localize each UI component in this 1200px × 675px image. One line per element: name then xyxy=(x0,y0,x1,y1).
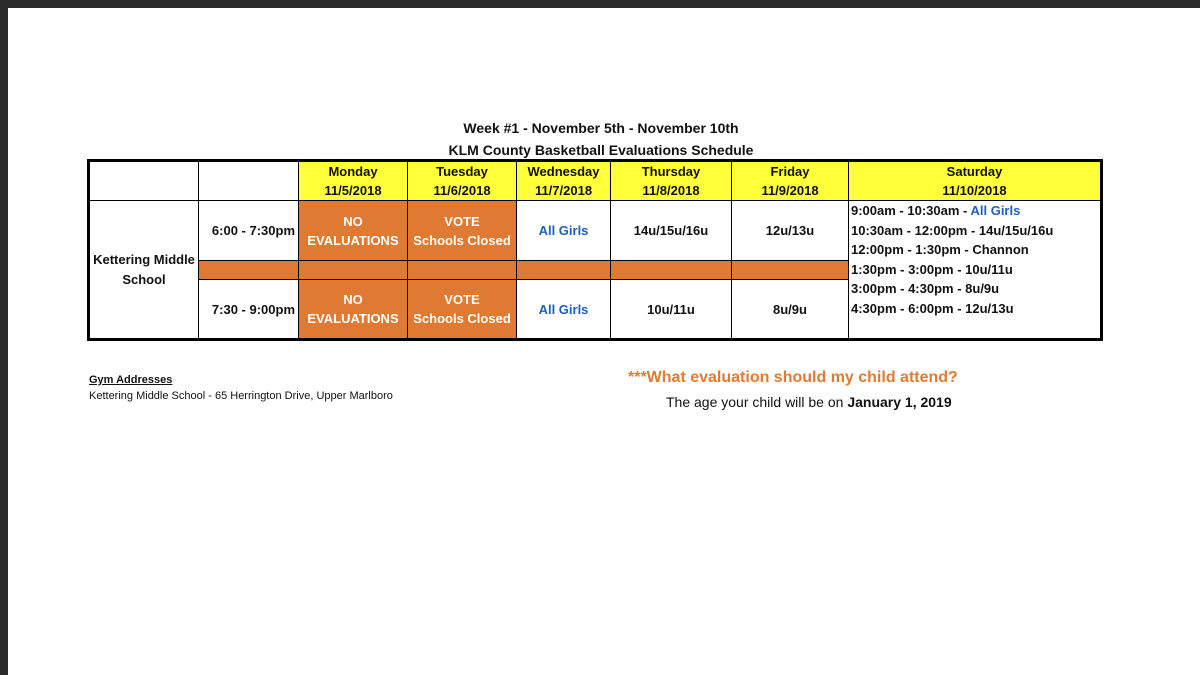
page-subtitle: KLM County Basketball Evaluations Schedule xyxy=(448,142,754,158)
day-name: Wednesday xyxy=(527,164,600,179)
saturday-line: 10:30am - 12:00pm - 14u/15u/16u xyxy=(851,222,1054,238)
cell-line: NO xyxy=(343,292,363,307)
location-cell xyxy=(89,201,199,340)
empty-header-cell xyxy=(89,161,199,201)
answer-date: January 1, 2019 xyxy=(847,394,952,410)
time-cell: 7:30 - 9:00pm xyxy=(199,280,299,340)
thursday-slot-1: 14u/15u/16u xyxy=(611,201,732,261)
cell-line: Schools Closed xyxy=(413,311,511,326)
saturday-line: 1:30pm - 3:00pm - 10u/11u xyxy=(851,261,1013,277)
cell-line: NO xyxy=(343,213,363,229)
separator-cell xyxy=(732,261,849,280)
document-page xyxy=(8,8,1200,675)
day-header-tuesday xyxy=(408,161,517,201)
saturday-line: 3:00pm - 4:30pm - 8u/9u xyxy=(851,281,1000,296)
monday-slot-1 xyxy=(299,201,408,261)
separator-cell xyxy=(408,261,517,280)
cell-line: VOTE xyxy=(444,213,480,229)
header-row xyxy=(89,161,1102,201)
thursday-slot-2: 10u/11u xyxy=(611,280,732,340)
location-label: Kettering Middle School xyxy=(93,251,195,287)
schedule-table xyxy=(87,159,1103,341)
gym-addresses-heading: Gym Addresses xyxy=(89,374,173,386)
day-name: Monday xyxy=(328,164,378,179)
monday-slot-2 xyxy=(299,280,408,340)
separator-cell xyxy=(611,261,732,280)
day-date: 11/7/2018 xyxy=(534,183,593,198)
saturday-line: 4:30pm - 6:00pm - 12u/13u xyxy=(851,300,1014,316)
day-header-thursday xyxy=(611,161,732,201)
day-date: 11/5/2018 xyxy=(324,183,382,198)
day-header-friday xyxy=(732,161,849,201)
day-date: 11/10/2018 xyxy=(942,183,1007,198)
tuesday-slot-2 xyxy=(408,280,517,340)
tuesday-slot-1 xyxy=(408,201,517,261)
cell-line: VOTE xyxy=(444,292,480,307)
time-cell: 6:00 - 7:30pm xyxy=(199,201,299,261)
day-name: Friday xyxy=(770,164,810,179)
friday-slot-2: 8u/9u xyxy=(732,280,849,340)
wednesday-slot-2: All Girls xyxy=(517,280,611,340)
slot-row-1 xyxy=(89,201,1102,261)
saturday-line: 12:00pm - 1:30pm - Channon xyxy=(851,242,1029,257)
evaluation-question: ***What evaluation should my child attend? xyxy=(628,369,958,386)
cell-line: EVALUATIONS xyxy=(307,311,399,326)
wednesday-slot-1: All Girls xyxy=(517,201,611,261)
page-title: Week #1 - November 5th - November 10th xyxy=(463,120,739,136)
cell-line: EVALUATIONS xyxy=(307,232,399,248)
answer-text: The age your child will be on xyxy=(666,394,848,410)
friday-slot-1: 12u/13u xyxy=(732,201,849,261)
gym-address-line: Kettering Middle School - 65 Herrington Drive, Upper Marlboro xyxy=(89,390,393,402)
day-header-wednesday xyxy=(517,161,611,201)
day-date: 11/6/2018 xyxy=(433,183,491,198)
cell-line: Schools Closed xyxy=(413,232,511,248)
day-name: Thursday xyxy=(641,164,701,179)
separator-cell xyxy=(517,261,611,280)
evaluation-answer xyxy=(666,394,952,410)
day-date: 11/8/2018 xyxy=(642,183,700,198)
day-date: 11/9/2018 xyxy=(761,183,819,198)
day-name: Saturday xyxy=(946,164,1003,179)
saturday-schedule-cell xyxy=(849,201,1102,340)
day-header-monday xyxy=(299,161,408,201)
saturday-line xyxy=(851,201,1098,221)
separator-cell xyxy=(199,261,299,280)
day-name: Tuesday xyxy=(436,164,488,179)
separator-cell xyxy=(299,261,408,280)
empty-header-cell xyxy=(199,161,299,201)
saturday-line-highlight: All Girls xyxy=(970,203,1021,218)
day-header-saturday xyxy=(849,161,1102,201)
saturday-line-text: 9:00am - 10:30am - xyxy=(851,203,971,218)
